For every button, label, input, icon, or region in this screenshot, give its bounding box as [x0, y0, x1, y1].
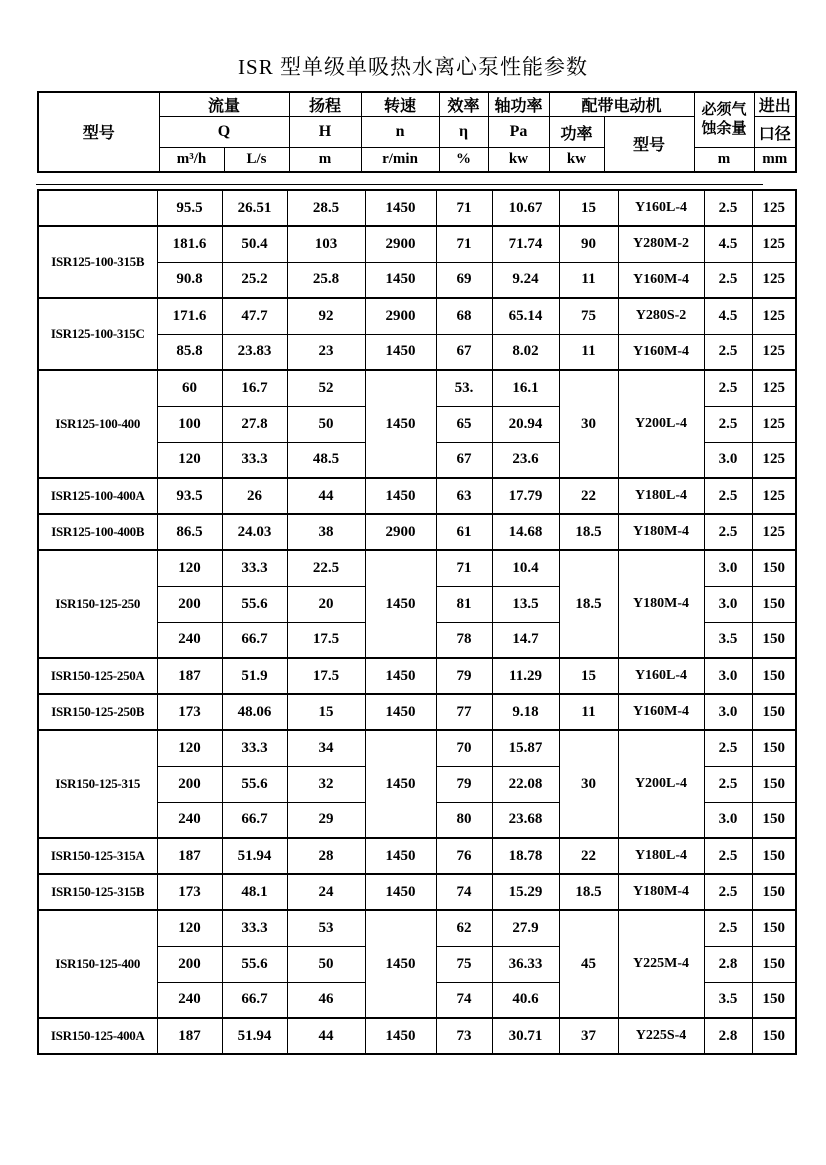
- diameter-cell: 150: [752, 622, 796, 658]
- speed-cell: 1450: [365, 478, 436, 514]
- flow-m3h-cell: 200: [157, 946, 222, 982]
- efficiency-cell: 75: [436, 946, 492, 982]
- diameter-cell: 150: [752, 694, 796, 730]
- shaft-power-cell: 15.29: [492, 874, 559, 910]
- performance-data-table: [37, 189, 797, 1055]
- flow-m3h-cell: 120: [157, 730, 222, 766]
- motor-power-cell: 18.5: [559, 514, 618, 550]
- flow-lps-cell: 33.3: [222, 730, 287, 766]
- head-cell: 29: [287, 802, 365, 838]
- speed-cell: 1450: [365, 658, 436, 694]
- head-cell: 28: [287, 838, 365, 874]
- header-efficiency-symbol: η: [439, 117, 488, 148]
- npsh-cell: 2.5: [704, 730, 752, 766]
- header-unit-speed: r/min: [361, 148, 439, 172]
- header-shaft-power-symbol: Pa: [488, 117, 549, 148]
- header-shaft-power: 轴功率: [488, 92, 549, 117]
- flow-m3h-cell: 200: [157, 586, 222, 622]
- efficiency-cell: 79: [436, 766, 492, 802]
- speed-cell: 1450: [365, 550, 436, 658]
- npsh-cell: 3.0: [704, 694, 752, 730]
- efficiency-cell: 78: [436, 622, 492, 658]
- npsh-cell: 2.5: [704, 406, 752, 442]
- pump-model-cell: ISR125-100-400A: [38, 478, 157, 514]
- efficiency-cell: 71: [436, 190, 492, 226]
- flow-m3h-cell: 173: [157, 694, 222, 730]
- shaft-power-cell: 13.5: [492, 586, 559, 622]
- diameter-cell: 150: [752, 1018, 796, 1054]
- pump-model-cell: [38, 190, 157, 226]
- head-cell: 92: [287, 298, 365, 334]
- npsh-cell: 2.5: [704, 514, 752, 550]
- speed-cell: 1450: [365, 370, 436, 478]
- shaft-power-cell: 71.74: [492, 226, 559, 262]
- diameter-cell: 150: [752, 586, 796, 622]
- motor-power-cell: 22: [559, 838, 618, 874]
- flow-lps-cell: 26.51: [222, 190, 287, 226]
- npsh-cell: 2.5: [704, 370, 752, 406]
- header-unit-lps: L/s: [224, 148, 289, 172]
- efficiency-cell: 63: [436, 478, 492, 514]
- flow-lps-cell: 25.2: [222, 262, 287, 298]
- flow-lps-cell: 23.83: [222, 334, 287, 370]
- motor-power-cell: 18.5: [559, 874, 618, 910]
- shaft-power-cell: 9.18: [492, 694, 559, 730]
- speed-cell: 1450: [365, 910, 436, 1018]
- diameter-cell: 150: [752, 658, 796, 694]
- header-speed: 转速: [361, 92, 439, 117]
- head-cell: 32: [287, 766, 365, 802]
- pump-model-cell: ISR125-100-315C: [38, 298, 157, 370]
- diameter-cell: 150: [752, 910, 796, 946]
- table-row: [38, 550, 796, 586]
- head-cell: 17.5: [287, 622, 365, 658]
- pump-model-cell: ISR125-100-400B: [38, 514, 157, 550]
- npsh-cell: 3.0: [704, 802, 752, 838]
- diameter-cell: 150: [752, 766, 796, 802]
- npsh-cell: 3.0: [704, 442, 752, 478]
- speed-cell: 1450: [365, 334, 436, 370]
- flow-m3h-cell: 60: [157, 370, 222, 406]
- table-row: [38, 694, 796, 730]
- npsh-cell: 2.5: [704, 874, 752, 910]
- header-flow: 流量: [159, 92, 289, 117]
- header-unit-efficiency: %: [439, 148, 488, 172]
- table-row: [38, 478, 796, 514]
- shaft-power-cell: 8.02: [492, 334, 559, 370]
- flow-m3h-cell: 187: [157, 658, 222, 694]
- shaft-power-cell: 30.71: [492, 1018, 559, 1054]
- motor-power-cell: 15: [559, 190, 618, 226]
- motor-model-cell: Y225M-4: [618, 910, 704, 1018]
- flow-lps-cell: 16.7: [222, 370, 287, 406]
- efficiency-cell: 79: [436, 658, 492, 694]
- pump-model-cell: ISR150-125-315B: [38, 874, 157, 910]
- flow-lps-cell: 33.3: [222, 442, 287, 478]
- diameter-cell: 150: [752, 946, 796, 982]
- flow-lps-cell: 55.6: [222, 586, 287, 622]
- header-unit-diameter: mm: [754, 148, 796, 172]
- table-row: [38, 190, 796, 226]
- diameter-cell: 150: [752, 982, 796, 1018]
- npsh-cell: 3.5: [704, 982, 752, 1018]
- efficiency-cell: 74: [436, 874, 492, 910]
- npsh-cell: 4.5: [704, 298, 752, 334]
- efficiency-cell: 65: [436, 406, 492, 442]
- npsh-cell: 3.0: [704, 586, 752, 622]
- shaft-power-cell: 17.79: [492, 478, 559, 514]
- header-unit-motor-power: kw: [549, 148, 604, 172]
- flow-m3h-cell: 240: [157, 622, 222, 658]
- efficiency-cell: 81: [436, 586, 492, 622]
- table-row: [38, 298, 796, 334]
- header-unit-head: m: [289, 148, 361, 172]
- speed-cell: 1450: [365, 694, 436, 730]
- head-cell: 44: [287, 1018, 365, 1054]
- motor-power-cell: 75: [559, 298, 618, 334]
- flow-lps-cell: 47.7: [222, 298, 287, 334]
- pump-model-cell: ISR150-125-250A: [38, 658, 157, 694]
- diameter-cell: 125: [752, 262, 796, 298]
- diameter-cell: 125: [752, 334, 796, 370]
- header-unit-shaft-power: kw: [488, 148, 549, 172]
- header-unit-npsh: m: [694, 148, 754, 172]
- motor-model-cell: Y280S-2: [618, 298, 704, 334]
- shaft-power-cell: 22.08: [492, 766, 559, 802]
- diameter-cell: 125: [752, 298, 796, 334]
- motor-model-cell: Y280M-2: [618, 226, 704, 262]
- head-cell: 38: [287, 514, 365, 550]
- head-cell: 103: [287, 226, 365, 262]
- pump-model-cell: ISR150-125-400A: [38, 1018, 157, 1054]
- speed-cell: 1450: [365, 730, 436, 838]
- efficiency-cell: 71: [436, 226, 492, 262]
- table-row: [38, 514, 796, 550]
- header-npsh-line2: 蚀余量: [701, 121, 747, 137]
- header-pump-model: 型号: [38, 92, 159, 172]
- flow-m3h-cell: 120: [157, 550, 222, 586]
- flow-m3h-cell: 90.8: [157, 262, 222, 298]
- motor-model-cell: Y160M-4: [618, 694, 704, 730]
- efficiency-cell: 68: [436, 298, 492, 334]
- flow-lps-cell: 50.4: [222, 226, 287, 262]
- motor-model-cell: Y225S-4: [618, 1018, 704, 1054]
- pump-model-cell: ISR125-100-315B: [38, 226, 157, 298]
- npsh-cell: 3.0: [704, 550, 752, 586]
- shaft-power-cell: 65.14: [492, 298, 559, 334]
- shaft-power-cell: 9.24: [492, 262, 559, 298]
- diameter-cell: 150: [752, 874, 796, 910]
- motor-model-cell: Y160M-4: [618, 262, 704, 298]
- shaft-power-cell: 23.6: [492, 442, 559, 478]
- flow-m3h-cell: 95.5: [157, 190, 222, 226]
- flow-lps-cell: 24.03: [222, 514, 287, 550]
- diameter-cell: 125: [752, 226, 796, 262]
- motor-power-cell: 11: [559, 262, 618, 298]
- table-row: [38, 658, 796, 694]
- shaft-power-cell: 27.9: [492, 910, 559, 946]
- efficiency-cell: 77: [436, 694, 492, 730]
- diameter-cell: 125: [752, 370, 796, 406]
- motor-model-cell: Y200L-4: [618, 730, 704, 838]
- header-head: 扬程: [289, 92, 361, 117]
- header-row-labels: [38, 92, 796, 117]
- efficiency-cell: 69: [436, 262, 492, 298]
- data-table-top-rule: [36, 184, 763, 185]
- speed-cell: 2900: [365, 298, 436, 334]
- efficiency-cell: 71: [436, 550, 492, 586]
- pump-model-cell: ISR150-125-315A: [38, 838, 157, 874]
- npsh-cell: 2.5: [704, 838, 752, 874]
- flow-m3h-cell: 100: [157, 406, 222, 442]
- flow-m3h-cell: 171.6: [157, 298, 222, 334]
- npsh-cell: 2.5: [704, 190, 752, 226]
- shaft-power-cell: 10.4: [492, 550, 559, 586]
- shaft-power-cell: 40.6: [492, 982, 559, 1018]
- shaft-power-cell: 18.78: [492, 838, 559, 874]
- npsh-cell: 4.5: [704, 226, 752, 262]
- speed-cell: 1450: [365, 262, 436, 298]
- motor-model-cell: Y160L-4: [618, 658, 704, 694]
- npsh-cell: 3.0: [704, 658, 752, 694]
- head-cell: 52: [287, 370, 365, 406]
- header-flow-symbol: Q: [159, 117, 289, 148]
- motor-power-cell: 22: [559, 478, 618, 514]
- head-cell: 28.5: [287, 190, 365, 226]
- motor-power-cell: 30: [559, 370, 618, 478]
- header-npsh: [694, 92, 754, 148]
- pump-model-cell: ISR150-125-400: [38, 910, 157, 1018]
- head-cell: 48.5: [287, 442, 365, 478]
- motor-power-cell: 18.5: [559, 550, 618, 658]
- head-cell: 20: [287, 586, 365, 622]
- diameter-cell: 125: [752, 478, 796, 514]
- flow-lps-cell: 51.9: [222, 658, 287, 694]
- efficiency-cell: 67: [436, 442, 492, 478]
- table-row: [38, 1018, 796, 1054]
- npsh-cell: 2.5: [704, 334, 752, 370]
- motor-power-cell: 30: [559, 730, 618, 838]
- table-row: [38, 730, 796, 766]
- speed-cell: 1450: [365, 1018, 436, 1054]
- efficiency-cell: 67: [436, 334, 492, 370]
- header-efficiency: 效率: [439, 92, 488, 117]
- flow-m3h-cell: 187: [157, 838, 222, 874]
- motor-power-cell: 11: [559, 694, 618, 730]
- header-motor-model: 型号: [604, 117, 694, 172]
- flow-m3h-cell: 240: [157, 802, 222, 838]
- diameter-cell: 150: [752, 550, 796, 586]
- npsh-cell: 2.8: [704, 946, 752, 982]
- diameter-cell: 125: [752, 514, 796, 550]
- flow-m3h-cell: 181.6: [157, 226, 222, 262]
- pump-model-cell: ISR125-100-400: [38, 370, 157, 478]
- motor-power-cell: 45: [559, 910, 618, 1018]
- diameter-cell: 125: [752, 442, 796, 478]
- flow-lps-cell: 48.06: [222, 694, 287, 730]
- diameter-cell: 125: [752, 406, 796, 442]
- diameter-cell: 150: [752, 802, 796, 838]
- head-cell: 24: [287, 874, 365, 910]
- motor-model-cell: Y180M-4: [618, 514, 704, 550]
- head-cell: 17.5: [287, 658, 365, 694]
- pump-model-cell: ISR150-125-250: [38, 550, 157, 658]
- flow-lps-cell: 55.6: [222, 766, 287, 802]
- flow-m3h-cell: 86.5: [157, 514, 222, 550]
- npsh-cell: 2.5: [704, 766, 752, 802]
- speed-cell: 1450: [365, 838, 436, 874]
- pump-model-cell: ISR150-125-250B: [38, 694, 157, 730]
- flow-m3h-cell: 200: [157, 766, 222, 802]
- header-diameter-line2: 口径: [754, 117, 796, 148]
- header-head-symbol: H: [289, 117, 361, 148]
- efficiency-cell: 53.: [436, 370, 492, 406]
- flow-m3h-cell: 187: [157, 1018, 222, 1054]
- header-unit-m3h: m³/h: [159, 148, 224, 172]
- diameter-cell: 150: [752, 730, 796, 766]
- shaft-power-cell: 10.67: [492, 190, 559, 226]
- efficiency-cell: 61: [436, 514, 492, 550]
- motor-model-cell: Y200L-4: [618, 370, 704, 478]
- flow-lps-cell: 27.8: [222, 406, 287, 442]
- table-row: [38, 874, 796, 910]
- pump-model-cell: ISR150-125-315: [38, 730, 157, 838]
- speed-cell: 2900: [365, 514, 436, 550]
- flow-lps-cell: 66.7: [222, 622, 287, 658]
- speed-cell: 1450: [365, 190, 436, 226]
- head-cell: 46: [287, 982, 365, 1018]
- motor-model-cell: Y180M-4: [618, 874, 704, 910]
- motor-power-cell: 37: [559, 1018, 618, 1054]
- shaft-power-cell: 20.94: [492, 406, 559, 442]
- shaft-power-cell: 36.33: [492, 946, 559, 982]
- efficiency-cell: 70: [436, 730, 492, 766]
- motor-power-cell: 90: [559, 226, 618, 262]
- flow-m3h-cell: 173: [157, 874, 222, 910]
- table-row: [38, 370, 796, 406]
- npsh-cell: 2.5: [704, 478, 752, 514]
- efficiency-cell: 80: [436, 802, 492, 838]
- motor-power-cell: 15: [559, 658, 618, 694]
- flow-m3h-cell: 93.5: [157, 478, 222, 514]
- header-diameter-line1: 进出: [754, 92, 796, 117]
- efficiency-cell: 76: [436, 838, 492, 874]
- head-cell: 53: [287, 910, 365, 946]
- motor-power-cell: 11: [559, 334, 618, 370]
- efficiency-cell: 73: [436, 1018, 492, 1054]
- flow-lps-cell: 55.6: [222, 946, 287, 982]
- head-cell: 15: [287, 694, 365, 730]
- flow-lps-cell: 66.7: [222, 802, 287, 838]
- efficiency-cell: 62: [436, 910, 492, 946]
- motor-model-cell: Y180M-4: [618, 550, 704, 658]
- flow-m3h-cell: 85.8: [157, 334, 222, 370]
- efficiency-cell: 74: [436, 982, 492, 1018]
- npsh-cell: 3.5: [704, 622, 752, 658]
- motor-model-cell: Y160M-4: [618, 334, 704, 370]
- motor-model-cell: Y180L-4: [618, 478, 704, 514]
- shaft-power-cell: 11.29: [492, 658, 559, 694]
- shaft-power-cell: 23.68: [492, 802, 559, 838]
- head-cell: 50: [287, 946, 365, 982]
- flow-m3h-cell: 120: [157, 442, 222, 478]
- head-cell: 44: [287, 478, 365, 514]
- speed-cell: 2900: [365, 226, 436, 262]
- header-speed-symbol: n: [361, 117, 439, 148]
- motor-model-cell: Y180L-4: [618, 838, 704, 874]
- header-npsh-line1: 必须气: [701, 102, 747, 118]
- npsh-cell: 2.5: [704, 910, 752, 946]
- flow-lps-cell: 33.3: [222, 550, 287, 586]
- head-cell: 23: [287, 334, 365, 370]
- npsh-cell: 2.5: [704, 262, 752, 298]
- head-cell: 34: [287, 730, 365, 766]
- table-row: [38, 910, 796, 946]
- head-cell: 50: [287, 406, 365, 442]
- head-cell: 22.5: [287, 550, 365, 586]
- flow-lps-cell: 51.94: [222, 1018, 287, 1054]
- flow-lps-cell: 26: [222, 478, 287, 514]
- flow-m3h-cell: 120: [157, 910, 222, 946]
- flow-lps-cell: 48.1: [222, 874, 287, 910]
- shaft-power-cell: 16.1: [492, 370, 559, 406]
- head-cell: 25.8: [287, 262, 365, 298]
- diameter-cell: 125: [752, 190, 796, 226]
- diameter-cell: 150: [752, 838, 796, 874]
- header-table: [37, 91, 797, 173]
- shaft-power-cell: 15.87: [492, 730, 559, 766]
- flow-lps-cell: 51.94: [222, 838, 287, 874]
- flow-m3h-cell: 240: [157, 982, 222, 1018]
- table-row: [38, 226, 796, 262]
- flow-lps-cell: 33.3: [222, 910, 287, 946]
- speed-cell: 1450: [365, 874, 436, 910]
- npsh-cell: 2.8: [704, 1018, 752, 1054]
- page-title: ISR 型单级单吸热水离心泵性能参数: [238, 55, 588, 79]
- shaft-power-cell: 14.7: [492, 622, 559, 658]
- flow-lps-cell: 66.7: [222, 982, 287, 1018]
- header-motor: 配带电动机: [549, 92, 694, 117]
- table-row: [38, 838, 796, 874]
- header-motor-power: 功率: [549, 117, 604, 148]
- motor-model-cell: Y160L-4: [618, 190, 704, 226]
- shaft-power-cell: 14.68: [492, 514, 559, 550]
